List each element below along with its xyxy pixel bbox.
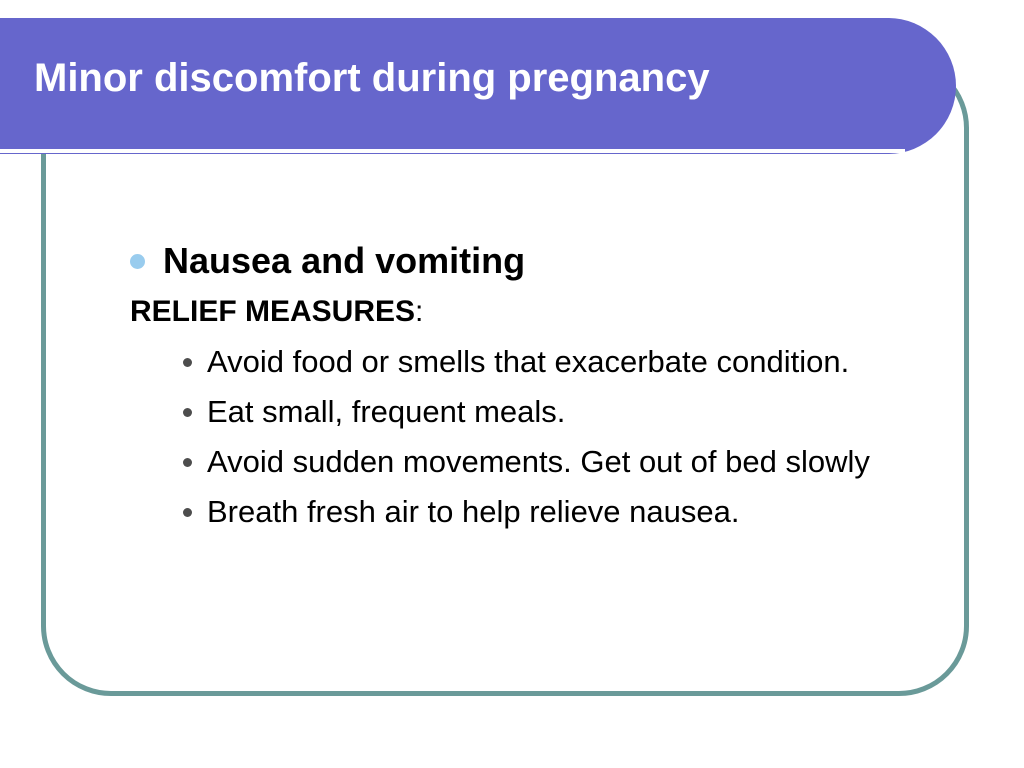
- list-item-text: Avoid food or smells that exacerbate condition.: [207, 344, 850, 379]
- bullet-dot-icon: [183, 458, 192, 467]
- list-item: [183, 487, 870, 537]
- slide-title: Minor discomfort during pregnancy: [34, 56, 710, 100]
- title-underline: [0, 149, 905, 153]
- relief-measures-list: [183, 337, 870, 537]
- main-bullet: [130, 238, 525, 284]
- relief-measures-heading: [130, 293, 423, 331]
- bullet-dot-icon: [130, 254, 145, 269]
- list-item: [183, 337, 870, 387]
- bullet-dot-icon: [183, 358, 192, 367]
- list-item-text: Breath fresh air to help relieve nausea.: [207, 494, 740, 529]
- list-item-text: Eat small, frequent meals.: [207, 394, 566, 429]
- main-bullet-text: Nausea and vomiting: [163, 240, 526, 281]
- list-item-text: Avoid sudden movements. Get out of bed slowly: [207, 444, 870, 479]
- relief-heading-colon: :: [415, 295, 424, 328]
- list-item: [183, 387, 870, 437]
- list-item: [183, 437, 870, 487]
- bullet-dot-icon: [183, 408, 192, 417]
- relief-heading-label: RELIEF MEASURES: [130, 295, 416, 328]
- bullet-dot-icon: [183, 508, 192, 517]
